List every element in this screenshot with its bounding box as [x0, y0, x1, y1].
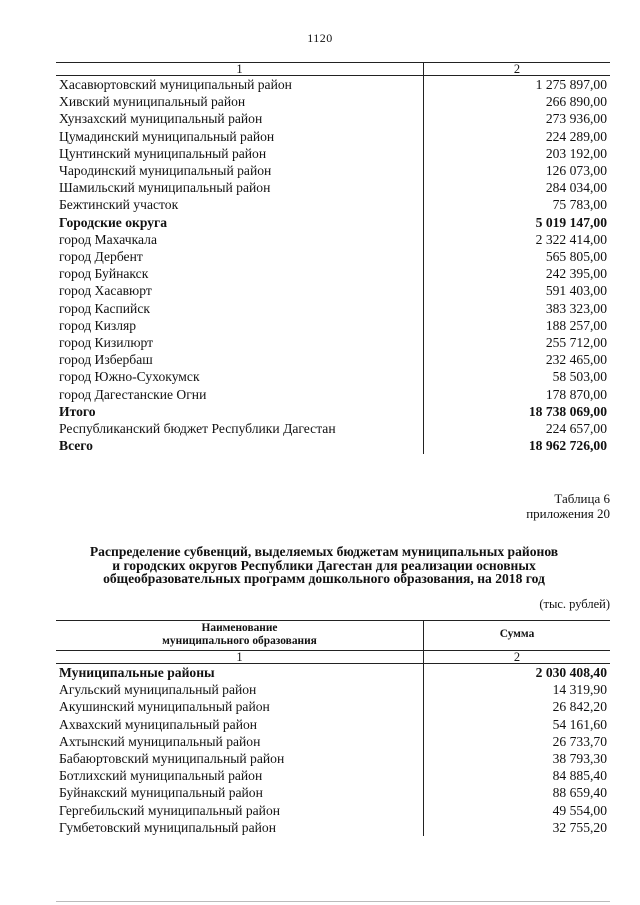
row-value: 203 192,00 — [545, 145, 607, 161]
row-value: 255 712,00 — [545, 335, 607, 351]
table-row — [56, 128, 610, 145]
row-name: Всего — [56, 437, 424, 454]
row-value: 18 738 069,00 — [528, 403, 607, 419]
table-row — [56, 110, 610, 127]
table-header-row — [56, 621, 610, 651]
table-row — [56, 750, 610, 767]
row-name: Бабаюртовский муниципальный район — [56, 750, 424, 767]
table-row — [56, 420, 610, 437]
column-number-1: 1 — [56, 651, 424, 664]
table-row — [56, 351, 610, 368]
table-row — [56, 76, 610, 94]
row-name: Чародинский муниципальный район — [56, 162, 424, 179]
row-value: 126 073,00 — [545, 163, 607, 179]
column-number-2: 2 — [424, 651, 611, 664]
row-value: 2 030 408,40 — [535, 665, 607, 680]
column-number-1: 1 — [56, 63, 424, 76]
row-name: Ботлихский муниципальный район — [56, 767, 424, 784]
row-name: Гумбетовский муниципальный район — [56, 819, 424, 836]
row-name: город Южно-Сухокумск — [56, 368, 424, 385]
row-value: 178 870,00 — [545, 386, 607, 402]
table-row — [56, 403, 610, 420]
row-name: Шамильский муниципальный район — [56, 179, 424, 196]
row-value: 284 034,00 — [545, 180, 607, 196]
row-value: 75 783,00 — [552, 197, 607, 213]
row-value: 224 289,00 — [545, 128, 607, 144]
row-name: Ахтынский муниципальный район — [56, 733, 424, 750]
row-value: 38 793,30 — [552, 751, 607, 767]
row-value: 224 657,00 — [545, 421, 607, 437]
table-row — [56, 179, 610, 196]
row-name: Цунтинский муниципальный район — [56, 145, 424, 162]
row-value: 565 805,00 — [545, 249, 607, 265]
row-name: Акушинский муниципальный район — [56, 698, 424, 715]
table-row — [56, 334, 610, 351]
row-value: 383 323,00 — [545, 300, 607, 316]
row-value: 232 465,00 — [545, 352, 607, 368]
row-value: 84 885,40 — [552, 768, 607, 784]
table-row — [56, 437, 610, 454]
table-row — [56, 248, 610, 265]
table-row — [56, 664, 610, 682]
section-title — [40, 545, 608, 586]
table-row — [56, 784, 610, 801]
row-value: 14 319,90 — [552, 682, 607, 698]
row-value: 2 322 414,00 — [535, 231, 607, 247]
table-note-title: Таблица 6 — [554, 491, 610, 506]
subvention-table — [56, 620, 610, 836]
table-row — [56, 214, 610, 231]
table-row — [56, 317, 610, 334]
row-name: город Хасавюрт — [56, 282, 424, 299]
table-row — [56, 196, 610, 213]
table-note-appendix: приложения 20 — [526, 506, 610, 521]
table-row — [56, 802, 610, 819]
row-value: 49 554,00 — [552, 802, 607, 818]
row-name: Республиканский бюджет Республики Дагестан — [56, 420, 424, 437]
table-row — [56, 265, 610, 282]
row-value: 58 503,00 — [552, 369, 607, 385]
row-name: Буйнакский муниципальный район — [56, 784, 424, 801]
table-row — [56, 368, 610, 385]
column-number-row — [56, 63, 610, 76]
row-name: Муниципальные районы — [56, 664, 424, 682]
row-name: город Кизилюрт — [56, 334, 424, 351]
row-name: Гергебильский муниципальный район — [56, 802, 424, 819]
row-name: город Каспийск — [56, 300, 424, 317]
table-note — [526, 491, 610, 521]
row-name: Хунзахский муниципальный район — [56, 110, 424, 127]
row-name: Агульский муниципальный район — [56, 681, 424, 698]
budget-table-continued — [56, 62, 610, 454]
table-row — [56, 145, 610, 162]
row-name: Итого — [56, 403, 424, 420]
table-row — [56, 716, 610, 733]
table-row — [56, 681, 610, 698]
row-value: 26 733,70 — [552, 733, 607, 749]
row-value: 242 395,00 — [545, 266, 607, 282]
header-name-line: Наименование — [201, 622, 278, 634]
row-value: 1 275 897,00 — [535, 77, 607, 92]
row-name: Хасавюртовский муниципальный район — [56, 76, 424, 94]
header-sum: Сумма — [424, 621, 611, 651]
page-bottom-rule — [56, 901, 610, 902]
table-row — [56, 698, 610, 715]
column-number-2: 2 — [424, 63, 611, 76]
table-row — [56, 282, 610, 299]
row-value: 591 403,00 — [545, 283, 607, 299]
row-value: 32 755,20 — [552, 819, 607, 835]
row-name: Бежтинский участок — [56, 196, 424, 213]
table-row — [56, 819, 610, 836]
table-row — [56, 231, 610, 248]
section-title-line: Распределение субвенций, выделяемых бюджетам муниципальных районов — [89, 544, 559, 559]
column-number-row — [56, 651, 610, 664]
row-value: 54 161,60 — [552, 716, 607, 732]
row-name: Ахвахский муниципальный район — [56, 716, 424, 733]
row-name: город Избербаш — [56, 351, 424, 368]
table-row — [56, 300, 610, 317]
table-row — [56, 93, 610, 110]
header-name — [56, 621, 424, 651]
section-title-line: общеобразовательных программ дошкольного образования, на 2018 год — [103, 571, 545, 587]
row-name: город Дагестанские Огни — [56, 386, 424, 403]
row-value: 273 936,00 — [545, 111, 607, 127]
row-value: 5 019 147,00 — [535, 214, 607, 230]
row-name: город Махачкала — [56, 231, 424, 248]
row-name: Цумадинский муниципальный район — [56, 128, 424, 145]
row-name: город Дербент — [56, 248, 424, 265]
row-name: город Буйнакск — [56, 265, 424, 282]
row-value: 26 842,20 — [552, 699, 607, 715]
table-row — [56, 162, 610, 179]
section-title-line: и городских округов Республики Дагестан для реализации основных — [112, 557, 536, 573]
header-name-line: муниципального образования — [162, 634, 317, 647]
table-row — [56, 733, 610, 750]
row-name: Городские округа — [56, 214, 424, 231]
row-name: Хивский муниципальный район — [56, 93, 424, 110]
page-number: 1120 — [307, 31, 333, 45]
table-row — [56, 767, 610, 784]
row-value: 88 659,40 — [552, 785, 607, 801]
row-value: 188 257,00 — [545, 317, 607, 333]
row-value: 266 890,00 — [545, 94, 607, 110]
row-name: город Кизляр — [56, 317, 424, 334]
row-value: 18 962 726,00 — [528, 438, 607, 454]
table-row — [56, 386, 610, 403]
units-label: (тыс. рублей) — [539, 597, 610, 611]
